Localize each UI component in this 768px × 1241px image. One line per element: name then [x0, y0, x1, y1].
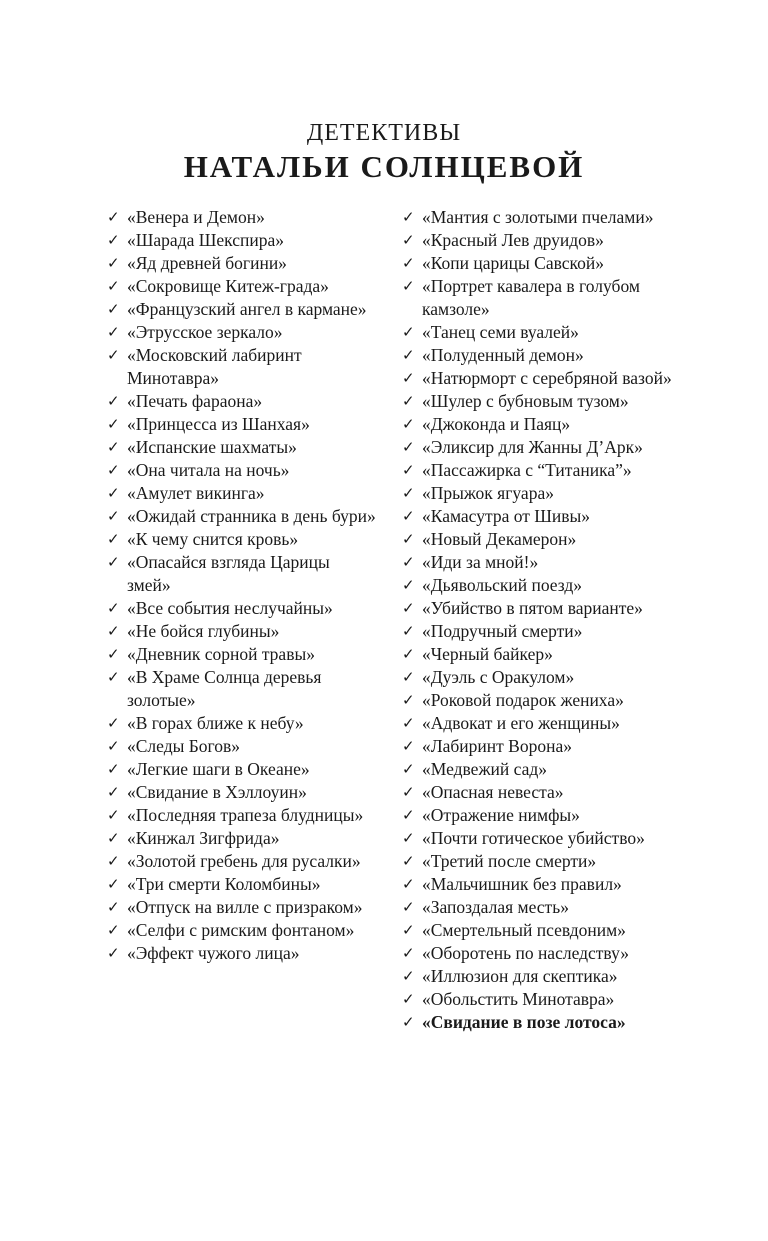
checkmark-icon: ✓ — [107, 484, 120, 502]
book-list-item — [402, 919, 692, 942]
checkmark-icon: ✓ — [402, 806, 415, 824]
book-list-item — [402, 965, 692, 988]
book-title: «Оборотень по наследству» — [422, 943, 630, 963]
book-list-item — [107, 459, 377, 482]
book-list-item — [402, 321, 692, 344]
book-title: «Иллюзион для скептика» — [422, 966, 618, 986]
checkmark-icon: ✓ — [402, 369, 415, 387]
checkmark-icon: ✓ — [402, 599, 415, 617]
book-list-item — [107, 390, 377, 413]
book-title: «Опасная невеста» — [422, 782, 564, 802]
book-title: «Ожидай странника в день бури» — [127, 506, 376, 526]
book-list-item — [107, 781, 377, 804]
book-title: «Иди за мной!» — [422, 552, 539, 572]
checkmark-icon: ✓ — [402, 438, 415, 456]
book-list-item — [402, 528, 692, 551]
checkmark-icon: ✓ — [402, 507, 415, 525]
checkmark-icon: ✓ — [402, 208, 415, 226]
book-title: «Дуэль с Оракулом» — [422, 667, 575, 687]
book-list-item — [107, 298, 377, 321]
book-list-item — [107, 896, 377, 919]
checkmark-icon: ✓ — [402, 530, 415, 548]
book-list-item — [107, 482, 377, 505]
book-list-item — [402, 850, 692, 873]
checkmark-icon: ✓ — [402, 392, 415, 410]
book-list-item — [107, 942, 377, 965]
book-title: «Почти готическое убийство» — [422, 828, 645, 848]
book-list-left — [107, 206, 377, 965]
book-title: «Испанские шахматы» — [127, 437, 297, 457]
checkmark-icon: ✓ — [107, 737, 120, 755]
book-title: «Она читала на ночь» — [127, 460, 290, 480]
checkmark-icon: ✓ — [402, 829, 415, 847]
book-list-item — [402, 367, 692, 390]
checkmark-icon: ✓ — [402, 691, 415, 709]
book-title: «Медвежий сад» — [422, 759, 548, 779]
book-list-item — [402, 988, 692, 1011]
checkmark-icon: ✓ — [107, 254, 120, 272]
checkmark-icon: ✓ — [107, 553, 120, 571]
book-title: «Черный байкер» — [422, 644, 553, 664]
checkmark-icon: ✓ — [402, 852, 415, 870]
book-title: «Опасайся взгляда Царицы змей» — [127, 552, 330, 595]
book-list-item — [107, 321, 377, 344]
book-list-item — [107, 804, 377, 827]
book-list-item — [402, 390, 692, 413]
book-title: «Селфи с римским фонтаном» — [127, 920, 355, 940]
book-title: «Роковой подарок жениха» — [422, 690, 624, 710]
book-title: «Эликсир для Жанны Д’Арк» — [422, 437, 643, 457]
book-title: «Прыжок ягуара» — [422, 483, 554, 503]
book-title: «Свидание в Хэллоуин» — [127, 782, 307, 802]
book-title: «В Храме Солнца деревья золотые» — [127, 667, 322, 710]
book-list-item — [402, 482, 692, 505]
checkmark-icon: ✓ — [107, 668, 120, 686]
book-title: «Третий после смерти» — [422, 851, 597, 871]
checkmark-icon: ✓ — [107, 852, 120, 870]
checkmark-icon: ✓ — [402, 944, 415, 962]
book-list-item — [402, 459, 692, 482]
book-title: «Золотой гребень для русалки» — [127, 851, 361, 871]
book-list-item — [107, 643, 377, 666]
book-list-item — [402, 689, 692, 712]
book-title: «Последняя трапеза блудницы» — [127, 805, 364, 825]
book-title: «Сокровище Китеж-града» — [127, 276, 329, 296]
book-list-item — [107, 229, 377, 252]
book-list-item — [402, 597, 692, 620]
checkmark-icon: ✓ — [107, 415, 120, 433]
book-list-item — [107, 252, 377, 275]
book-list-item — [402, 643, 692, 666]
book-title: «Мальчишник без правил» — [422, 874, 622, 894]
checkmark-icon: ✓ — [402, 668, 415, 686]
book-list-right — [402, 206, 692, 1034]
checkmark-icon: ✓ — [107, 806, 120, 824]
book-list-item — [402, 252, 692, 275]
checkmark-icon: ✓ — [402, 967, 415, 985]
book-title: «Обольстить Минотавра» — [422, 989, 615, 1009]
book-list-item — [402, 229, 692, 252]
checkmark-icon: ✓ — [107, 346, 120, 364]
book-list-item — [107, 505, 377, 528]
book-title: «Мантия с золотыми пчелами» — [422, 207, 654, 227]
checkmark-icon: ✓ — [107, 530, 120, 548]
book-list-item — [402, 827, 692, 850]
book-list-item — [402, 620, 692, 643]
book-title: «Убийство в пятом варианте» — [422, 598, 643, 618]
checkmark-icon: ✓ — [107, 277, 120, 295]
checkmark-icon: ✓ — [107, 461, 120, 479]
book-title: «Эффект чужого лица» — [127, 943, 300, 963]
book-list-item — [107, 620, 377, 643]
book-title: «Лабиринт Ворона» — [422, 736, 572, 756]
checkmark-icon: ✓ — [402, 783, 415, 801]
book-title: «К чему снится кровь» — [127, 529, 299, 549]
book-list-item — [107, 666, 377, 712]
book-list-item — [402, 712, 692, 735]
book-title: «Французский ангел в кармане» — [127, 299, 367, 319]
checkmark-icon: ✓ — [402, 898, 415, 916]
book-title: «Этрусское зеркало» — [127, 322, 283, 342]
book-list-item — [402, 781, 692, 804]
checkmark-icon: ✓ — [402, 484, 415, 502]
book-list-item — [402, 413, 692, 436]
checkmark-icon: ✓ — [402, 875, 415, 893]
checkmark-icon: ✓ — [402, 461, 415, 479]
checkmark-icon: ✓ — [402, 1013, 415, 1031]
book-title: «Отражение нимфы» — [422, 805, 580, 825]
book-title: «Печать фараона» — [127, 391, 263, 411]
book-list-item — [107, 850, 377, 873]
book-title: «Запоздалая месть» — [422, 897, 569, 917]
book-list-item — [107, 873, 377, 896]
checkmark-icon: ✓ — [107, 507, 120, 525]
checkmark-icon: ✓ — [107, 645, 120, 663]
checkmark-icon: ✓ — [402, 921, 415, 939]
checkmark-icon: ✓ — [107, 875, 120, 893]
checkmark-icon: ✓ — [402, 737, 415, 755]
checkmark-icon: ✓ — [107, 714, 120, 732]
checkmark-icon: ✓ — [402, 576, 415, 594]
book-title: «В горах ближе к небу» — [127, 713, 304, 733]
checkmark-icon: ✓ — [107, 392, 120, 410]
book-list-item — [402, 505, 692, 528]
checkmark-icon: ✓ — [402, 346, 415, 364]
book-title: «Принцесса из Шанхая» — [127, 414, 310, 434]
checkmark-icon: ✓ — [107, 760, 120, 778]
book-list-item — [402, 1011, 692, 1034]
checkmark-icon: ✓ — [402, 990, 415, 1008]
checkmark-icon: ✓ — [107, 438, 120, 456]
heading-genre: ДЕТЕКТИВЫ — [306, 120, 462, 146]
book-title: «Московский лабиринт Минотавра» — [127, 345, 302, 388]
book-title: «Пассажирка с “Титаника”» — [422, 460, 632, 480]
book-title: «Дьявольский поезд» — [422, 575, 583, 595]
checkmark-icon: ✓ — [107, 622, 120, 640]
checkmark-icon: ✓ — [402, 277, 415, 295]
checkmark-icon: ✓ — [402, 714, 415, 732]
book-title: «Натюрморт с серебряной вазой» — [422, 368, 672, 388]
book-list-item — [402, 436, 692, 459]
book-title: «Кинжал Зигфрида» — [127, 828, 280, 848]
checkmark-icon: ✓ — [107, 783, 120, 801]
checkmark-icon: ✓ — [107, 921, 120, 939]
book-title: «Амулет викинга» — [127, 483, 265, 503]
book-list-item — [402, 942, 692, 965]
checkmark-icon: ✓ — [107, 898, 120, 916]
checkmark-icon: ✓ — [402, 323, 415, 341]
checkmark-icon: ✓ — [107, 599, 120, 617]
checkmark-icon: ✓ — [107, 208, 120, 226]
heading-author: НАТАЛЬИ СОЛНЦЕВОЙ — [183, 149, 585, 184]
book-list-item — [107, 436, 377, 459]
book-list-item — [402, 873, 692, 896]
checkmark-icon: ✓ — [107, 231, 120, 249]
book-title: «Легкие шаги в Океане» — [127, 759, 310, 779]
book-title: «Все события неслучайны» — [127, 598, 333, 618]
book-list-item — [402, 344, 692, 367]
checkmark-icon: ✓ — [402, 760, 415, 778]
book-title: «Следы Богов» — [127, 736, 241, 756]
book-list-item — [402, 735, 692, 758]
book-title: «Подручный смерти» — [422, 621, 583, 641]
checkmark-icon: ✓ — [107, 829, 120, 847]
book-list-item — [402, 758, 692, 781]
book-title: «Джоконда и Паяц» — [422, 414, 571, 434]
book-title: «Три смерти Коломбины» — [127, 874, 321, 894]
book-title: «Яд древней богини» — [127, 253, 287, 273]
checkmark-icon: ✓ — [107, 300, 120, 318]
book-list-item — [107, 597, 377, 620]
book-list-item — [402, 574, 692, 597]
book-list-item — [107, 206, 377, 229]
page-heading — [0, 118, 768, 186]
book-list-item — [402, 804, 692, 827]
book-title: «Отпуск на вилле с призраком» — [127, 897, 363, 917]
book-title: «Полуденный демон» — [422, 345, 584, 365]
book-list-item — [107, 712, 377, 735]
book-title: «Камасутра от Шивы» — [422, 506, 591, 526]
book-title: «Новый Декамерон» — [422, 529, 577, 549]
book-list-item — [107, 528, 377, 551]
checkmark-icon: ✓ — [402, 231, 415, 249]
book-list-item — [402, 551, 692, 574]
checkmark-icon: ✓ — [402, 622, 415, 640]
checkmark-icon: ✓ — [107, 944, 120, 962]
book-title: «Венера и Демон» — [127, 207, 265, 227]
book-title: «Адвокат и его женщины» — [422, 713, 620, 733]
checkmark-icon: ✓ — [402, 254, 415, 272]
book-list-item — [107, 275, 377, 298]
book-list-item — [402, 275, 692, 321]
book-title: «Красный Лев друидов» — [422, 230, 604, 250]
book-list-item — [107, 735, 377, 758]
book-list-item — [107, 758, 377, 781]
book-list-item — [402, 666, 692, 689]
book-title: «Шулер с бубновым тузом» — [422, 391, 629, 411]
book-title: «Смертельный псевдоним» — [422, 920, 626, 940]
book-list-item — [402, 896, 692, 919]
book-title: «Портрет кавалера в голубом камзоле» — [422, 276, 640, 319]
book-list-item — [402, 206, 692, 229]
checkmark-icon: ✓ — [402, 415, 415, 433]
book-list-item — [107, 551, 377, 597]
book-list-item — [107, 827, 377, 850]
book-title: «Танец семи вуалей» — [422, 322, 579, 342]
book-list-item — [107, 413, 377, 436]
checkmark-icon: ✓ — [402, 553, 415, 571]
book-title: «Шарада Шекспира» — [127, 230, 284, 250]
book-list-item — [107, 919, 377, 942]
checkmark-icon: ✓ — [402, 645, 415, 663]
book-list-item — [107, 344, 377, 390]
book-title: «Дневник сорной травы» — [127, 644, 315, 664]
checkmark-icon: ✓ — [107, 323, 120, 341]
book-title: «Свидание в позе лотоса» — [422, 1012, 626, 1032]
book-title: «Копи царицы Савской» — [422, 253, 604, 273]
book-title: «Не бойся глубины» — [127, 621, 280, 641]
